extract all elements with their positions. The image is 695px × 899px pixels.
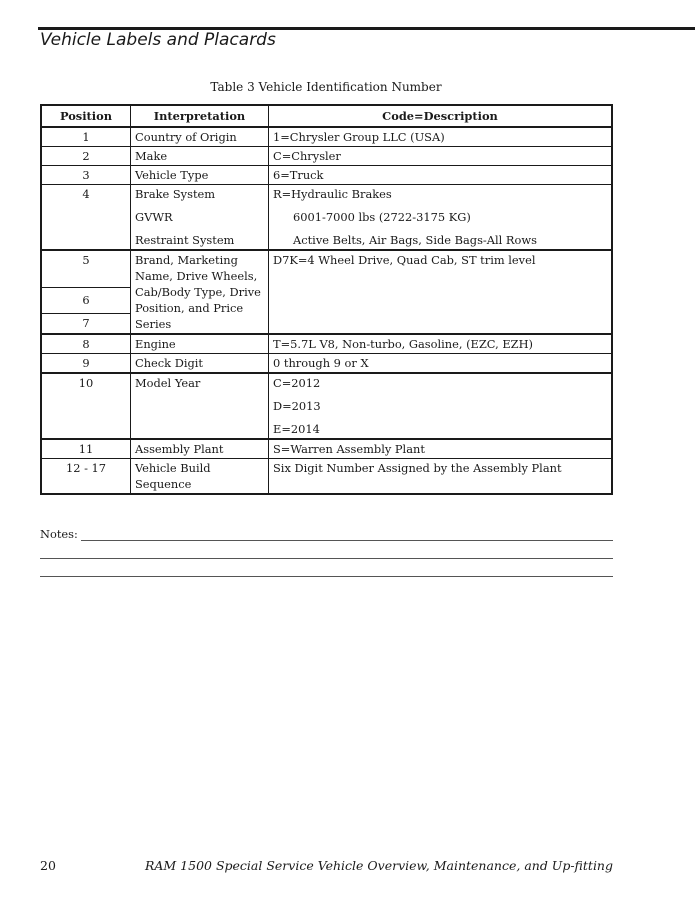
- cell-code: S=Warren Assembly Plant: [269, 439, 613, 459]
- table-row: [41, 147, 612, 166]
- cell-position: 6: [41, 287, 131, 313]
- cell-position: 7: [41, 314, 131, 334]
- cell-interpretation: [131, 185, 269, 251]
- column-header-position: Position: [41, 105, 131, 127]
- table-row: [41, 354, 612, 374]
- page-number: 20: [40, 858, 56, 873]
- cell-code: Six Digit Number Assigned by the Assembly Plant: [269, 459, 613, 495]
- notes-underline: [40, 541, 613, 559]
- cell-line: Brake System: [135, 187, 216, 201]
- cell-position: 2: [41, 147, 131, 166]
- cell-code: T=5.7L V8, Non-turbo, Gasoline, (EZC, EZH): [269, 334, 613, 354]
- cell-code: D7K=4 Wheel Drive, Quad Cab, ST trim level: [269, 250, 613, 334]
- cell-interpretation: Model Year: [131, 373, 269, 439]
- cell-line: C=2012: [273, 376, 321, 390]
- cell-position: 5: [41, 250, 131, 287]
- cell-line: R=Hydraulic Brakes: [273, 187, 392, 201]
- cell-code: 6=Truck: [269, 166, 613, 185]
- table-row: [41, 250, 612, 287]
- cell-code: 1=Chrysler Group LLC (USA): [269, 127, 613, 147]
- cell-position: 8: [41, 334, 131, 354]
- cell-code: [269, 185, 613, 251]
- cell-code: [269, 373, 613, 439]
- notes-underline: [40, 559, 613, 577]
- column-header-interpretation: Interpretation: [131, 105, 269, 127]
- cell-interpretation: Vehicle Type: [131, 166, 269, 185]
- table-header-row: [41, 105, 612, 127]
- section-title: Vehicle Labels and Placards: [40, 30, 276, 50]
- table-row: [41, 459, 612, 495]
- table-row: [41, 334, 612, 354]
- cell-position: 9: [41, 354, 131, 374]
- notes-underline: [81, 529, 613, 541]
- cell-position: 4: [41, 185, 131, 251]
- vin-table: [40, 104, 613, 495]
- cell-interpretation: Check Digit: [131, 354, 269, 374]
- table-row: [41, 373, 612, 439]
- table-caption: Table 3 Vehicle Identification Number: [210, 80, 442, 94]
- cell-interpretation: Brand, Marketing Name, Drive Wheels, Cab/Body Type, Drive Position, and Price Series: [131, 250, 269, 334]
- cell-line: 6001-7000 lbs (2722-3175 KG): [293, 210, 471, 224]
- table-row: [41, 127, 612, 147]
- cell-position: 1: [41, 127, 131, 147]
- cell-code: C=Chrysler: [269, 147, 613, 166]
- notes-section: [40, 526, 613, 577]
- notes-line: [40, 526, 613, 541]
- cell-line: GVWR: [135, 210, 173, 224]
- cell-position: 10: [41, 373, 131, 439]
- cell-line: D=2013: [273, 399, 321, 413]
- cell-position: 11: [41, 439, 131, 459]
- notes-label: Notes:: [40, 527, 78, 541]
- cell-interpretation: Assembly Plant: [131, 439, 269, 459]
- cell-position: 12 - 17: [41, 459, 131, 495]
- cell-interpretation: Engine: [131, 334, 269, 354]
- footer-doc-title: RAM 1500 Special Service Vehicle Overview, Maintenance, and Up-fitting: [144, 858, 613, 873]
- table-row: [41, 166, 612, 185]
- cell-interpretation: Country of Origin: [131, 127, 269, 147]
- table-row: [41, 185, 612, 251]
- cell-line: E=2014: [273, 422, 320, 436]
- cell-position: 3: [41, 166, 131, 185]
- column-header-code: Code=Description: [269, 105, 613, 127]
- cell-code: 0 through 9 or X: [269, 354, 613, 374]
- cell-interpretation: Make: [131, 147, 269, 166]
- cell-interpretation: Vehicle Build Sequence: [131, 459, 269, 495]
- cell-line: Restraint System: [135, 233, 235, 247]
- cell-line: Active Belts, Air Bags, Side Bags-All Rows: [293, 233, 537, 247]
- table-row: [41, 439, 612, 459]
